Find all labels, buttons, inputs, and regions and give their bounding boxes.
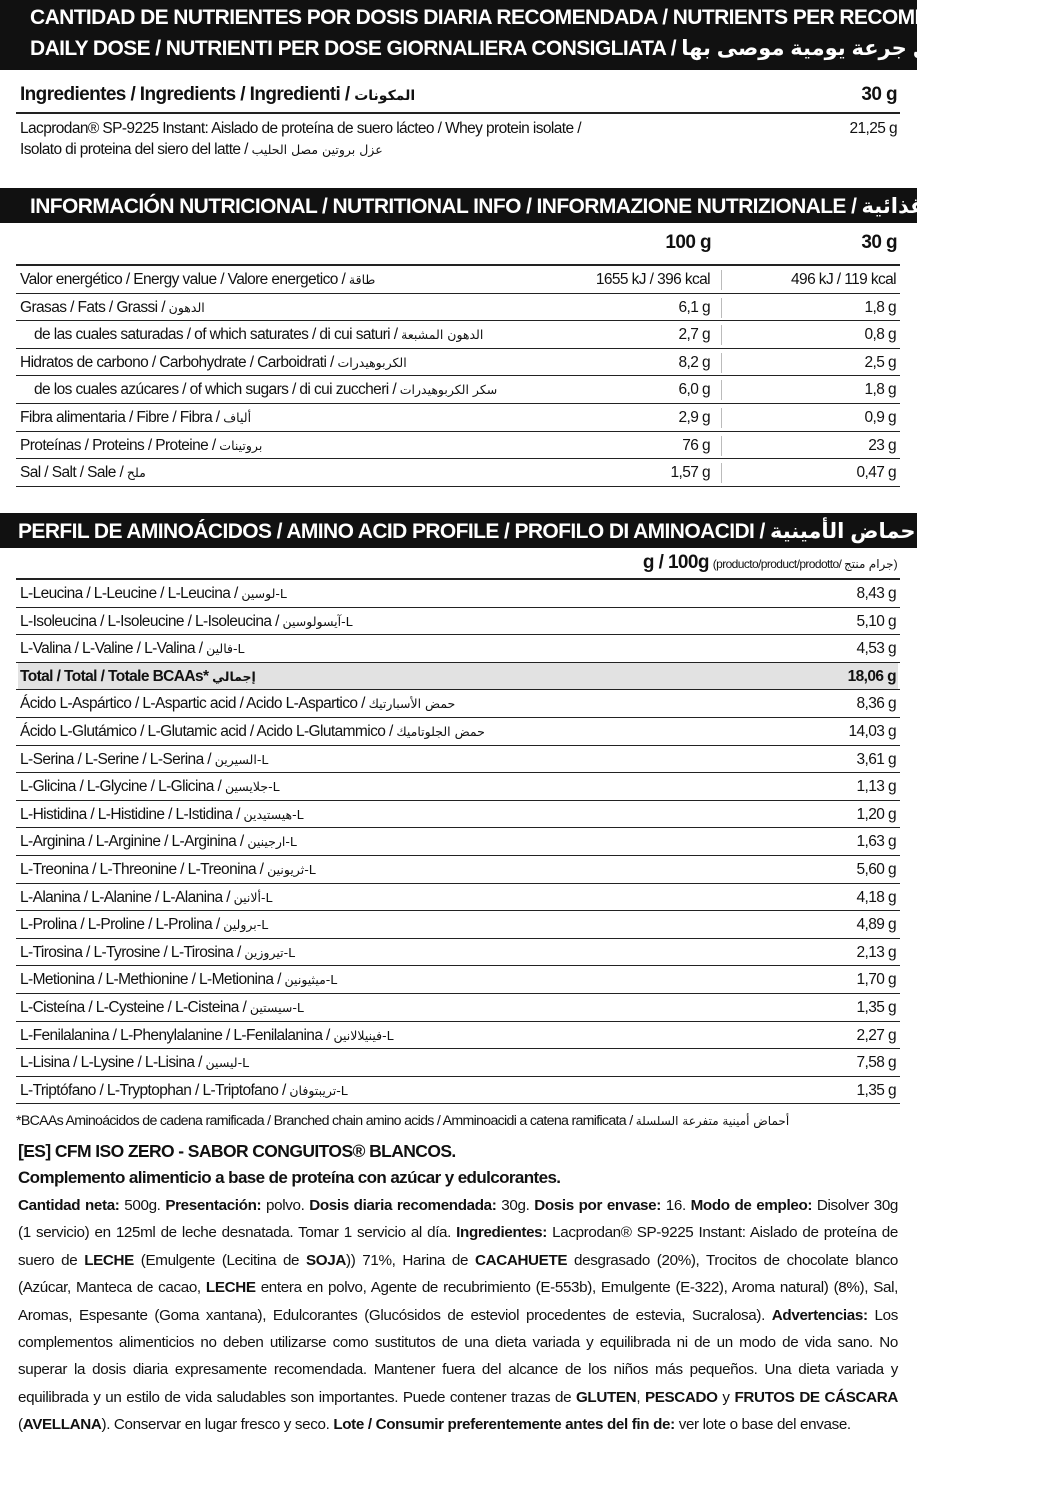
amino-row-label-text: L-Histidina / L-Histidine / L-Istidina / bbox=[20, 805, 244, 823]
product-text: Lacprodan® SP-9225 Instant: Aislado de proteína de suero de bbox=[18, 1224, 898, 1269]
column-divider bbox=[721, 408, 722, 428]
amino-row-label-text: L-Cisteína / L-Cysteine / L-Cisteina / bbox=[20, 999, 250, 1016]
amino-row-label bbox=[20, 695, 455, 713]
ingredients-header-value: 30 g bbox=[861, 84, 897, 105]
amino-row-label-text: Total / Total / Totale BCAAs* bbox=[20, 667, 213, 685]
amino-row-value: 1,63 g bbox=[856, 833, 896, 851]
product-text-bold: LECHE bbox=[205, 1279, 256, 1297]
nutrition-row-value-30g: 0,47 g bbox=[856, 464, 896, 482]
amino-row-label-ar: هيستيدين-L bbox=[243, 806, 304, 822]
amino-row-label bbox=[20, 971, 337, 989]
amino-row-label-text: L-Tirosina / L-Tyrosine / L-Tirosina / bbox=[20, 943, 245, 961]
nutrition-row-value-100g: 1,57 g bbox=[670, 464, 710, 482]
nutrition-row-value-30g: 23 g bbox=[868, 436, 896, 454]
column-divider bbox=[721, 353, 722, 373]
nutrition-row bbox=[18, 404, 898, 431]
nutrition-row-label-ar: سكر الكربوهيدرات bbox=[399, 382, 498, 398]
amino-row-label-ar: ألانين-L bbox=[233, 889, 273, 905]
nutrition-row-value-100g: 8,2 g bbox=[678, 353, 710, 371]
amino-row bbox=[18, 1022, 898, 1049]
amino-row-value: 5,60 g bbox=[856, 861, 896, 878]
product-text-bold: SOJA bbox=[306, 1251, 346, 1269]
product-text-bold: CACAHUETE bbox=[474, 1251, 568, 1269]
nutrition-row-label bbox=[34, 381, 497, 399]
nutrition-row-label-ar: ملح bbox=[126, 465, 146, 481]
amino-row-total bbox=[18, 663, 898, 690]
product-text-bold: FRUTOS DE CÁSCARA bbox=[734, 1388, 898, 1406]
amino-row-label-ar: ثريونين-L bbox=[267, 862, 316, 877]
amino-row-label-ar: سيستين-L bbox=[249, 1000, 304, 1015]
nutrition-row-label bbox=[20, 271, 375, 289]
amino-row-label-ar: إجمالي bbox=[212, 668, 256, 684]
column-divider bbox=[721, 380, 722, 400]
nutrition-row bbox=[18, 432, 898, 459]
nutrition-row-label-text: Grasas / Fats / Grassi / bbox=[20, 298, 169, 316]
nutrition-row-value-30g: 2,5 g bbox=[864, 353, 896, 371]
product-text-bold: Dosis por envase: bbox=[534, 1197, 661, 1214]
amino-row-value: 14,03 g bbox=[848, 723, 896, 740]
amino-row-label-ar: فالين-L bbox=[206, 641, 245, 657]
product-text-bold: LECHE bbox=[84, 1251, 134, 1269]
amino-row-label bbox=[20, 1027, 394, 1045]
amino-row-label-ar: فينيلالانين-L bbox=[333, 1027, 394, 1043]
amino-row-value: 1,35 g bbox=[856, 999, 896, 1016]
product-text-bold: Dosis diaria recomendada: bbox=[309, 1197, 497, 1214]
product-text-bold: AVELLANA bbox=[22, 1416, 102, 1434]
amino-row-value: 4,18 g bbox=[856, 888, 896, 906]
product-text: ver lote o base del envase. bbox=[674, 1416, 851, 1434]
amino-row-value: 1,13 g bbox=[856, 778, 896, 796]
column-divider bbox=[721, 298, 722, 318]
ingredients-header-label: Ingredientes / Ingredients / Ingredienti / bbox=[20, 84, 355, 105]
bcaa-footnote-ar: أحماض أمينية متفرعة السلسلة bbox=[635, 1114, 790, 1128]
ingredients-item-line1: Lacprodan® SP-9225 Instant: Aislado de proteína de suero lácteo / Whey protein isolate / bbox=[20, 120, 581, 137]
column-divider bbox=[721, 270, 722, 290]
amino-row-label-ar: برولين-L bbox=[223, 917, 269, 933]
dose-header-bar bbox=[0, 0, 1048, 70]
nutrition-row-label bbox=[20, 464, 146, 482]
nutrition-title-bar bbox=[0, 188, 1019, 223]
nutrition-row-value-100g: 76 g bbox=[682, 436, 710, 454]
product-text: )) 71%, Harina de bbox=[346, 1251, 475, 1269]
amino-row-label-text: L-Fenilalanina / L-Phenylalanine / L-Fenilalanina / bbox=[20, 1026, 334, 1044]
amino-row-value: 4,89 g bbox=[856, 916, 896, 934]
amino-row-label bbox=[20, 613, 353, 631]
nutrition-row-label-ar: ألياف bbox=[223, 410, 252, 425]
column-divider bbox=[721, 325, 722, 345]
product-text: Los complementos alimenticios no deben utilizarse como sustitutos de una dieta variada y equilibrada ni de un modo de vida sano. No superar la dosis diaria expresamente recomendada. Mantener fuera del alcance de los niños más pequeños. Una dieta variada y equilibrada y un estilo de vida saludables son importantes. Puede contener trazas de bbox=[18, 1306, 898, 1406]
amino-row-label bbox=[20, 833, 297, 851]
product-text-bold: Modo de empleo: bbox=[690, 1197, 813, 1214]
amino-row-value: 8,36 g bbox=[856, 695, 896, 713]
ingredients-item bbox=[20, 118, 581, 160]
amino-row-label-text: L-Isoleucina / L-Isoleucine / L-Isoleucina / bbox=[20, 612, 283, 630]
product-text-bold: PESCADO bbox=[644, 1388, 718, 1406]
amino-row-label bbox=[20, 778, 280, 796]
amino-row-label-text: L-Valina / L-Valine / L-Valina / bbox=[20, 640, 207, 658]
amino-row-label-text: L-Serina / L-Serine / L-Serina / bbox=[20, 750, 215, 768]
nutrition-row-value-100g: 2,9 g bbox=[678, 409, 710, 426]
amino-row-value: 8,43 g bbox=[856, 585, 896, 602]
amino-row bbox=[18, 801, 898, 828]
nutrition-row bbox=[18, 321, 898, 348]
amino-row-label-text: L-Triptófano / L-Tryptophan / L-Triptofano / bbox=[20, 1081, 290, 1099]
amino-row-label bbox=[20, 640, 245, 658]
product-text-bold: Presentación: bbox=[165, 1197, 262, 1214]
bcaa-footnote bbox=[16, 1113, 789, 1129]
product-text: entera en polvo, Agente de recubrimiento (E-553b), Emulgente (E-322), Aroma natural) (8%), Sal, Aromas, Espesante (Goma xantana), Edulcorantes (Glucósidos de esteviol procedentes de estevia, Sucralosa). bbox=[18, 1279, 898, 1324]
amino-row bbox=[18, 939, 898, 966]
product-text-bold: Ingredientes: bbox=[456, 1224, 547, 1242]
nutrition-row-value-30g: 1,8 g bbox=[864, 381, 896, 399]
amino-row-value: 5,10 g bbox=[856, 612, 896, 630]
amino-row-label-text: L-Glicina / L-Glycine / L-Glicina / bbox=[20, 778, 225, 796]
nutrition-row-label-ar: الدهون bbox=[168, 299, 205, 315]
nutrition-row bbox=[18, 294, 898, 321]
nutrition-row-label-text: Sal / Salt / Sale / bbox=[20, 464, 127, 482]
amino-row-label-text: L-Arginina / L-Arginine / L-Arginina / bbox=[20, 833, 248, 851]
nutrition-row-label bbox=[20, 437, 262, 455]
amino-row bbox=[18, 828, 898, 855]
amino-row-label-ar: السيرين-L bbox=[214, 751, 269, 767]
nutrition-row-label-ar: طاقة bbox=[348, 272, 376, 287]
amino-row bbox=[18, 1077, 898, 1104]
nutrition-row-value-30g: 1,8 g bbox=[864, 298, 896, 316]
nutrition-row-label-text: de los cuales azúcares / of which sugars / di cui zuccheri / bbox=[34, 381, 400, 399]
amino-row-label-text: L-Prolina / L-Proline / L-Prolina / bbox=[20, 916, 224, 934]
nutrition-row-value-30g: 0,8 g bbox=[864, 326, 896, 344]
nutrition-title: INFORMACIÓN NUTRICIONAL / NUTRITIONAL INFO / INFORMAZIONE NUTRIZIONALE / معلومات غذائية bbox=[30, 195, 1019, 218]
nutrition-row-label-ar: الدهون المشبعة bbox=[401, 327, 484, 343]
amino-row-value: 7,58 g bbox=[856, 1054, 896, 1072]
amino-row-label-ar: حمض الأسبارتيك bbox=[368, 696, 456, 712]
amino-title-bar bbox=[0, 513, 1062, 548]
product-text-bold: Advertencias: bbox=[771, 1306, 868, 1324]
amino-row bbox=[18, 690, 898, 717]
amino-row-label-ar: حمض الجلوتاميك bbox=[396, 724, 485, 739]
product-text: polvo. bbox=[261, 1197, 310, 1214]
amino-row-label-text: L-Lisina / L-Lysine / L-Lisina / bbox=[20, 1054, 206, 1072]
nutrition-row-value-100g: 6,1 g bbox=[678, 298, 710, 316]
amino-row-label-ar: ليسين-L bbox=[205, 1055, 250, 1071]
row-divider bbox=[16, 486, 900, 487]
nutrition-row-label-text: de las cuales saturadas / of which saturates / di cui saturi / bbox=[34, 326, 402, 344]
amino-row-label bbox=[20, 1082, 348, 1100]
product-text: 16. bbox=[660, 1197, 691, 1214]
amino-row-label-ar: تريبتوفان-L bbox=[289, 1082, 348, 1098]
amino-row-label bbox=[20, 1054, 249, 1072]
amino-row bbox=[18, 580, 898, 607]
nutrition-row-value-100g: 1655 kJ / 396 kcal bbox=[595, 271, 710, 288]
amino-unit bbox=[643, 552, 897, 574]
product-text-bold: GLUTEN bbox=[575, 1388, 637, 1406]
nutrition-row-label bbox=[20, 409, 251, 427]
nutrition-row-label-text: Proteínas / Proteins / Proteine / bbox=[20, 436, 220, 454]
amino-row-label-text: Ácido L-Glutámico / L-Glutamic acid / Acido L-Glutammico / bbox=[20, 723, 397, 740]
column-divider bbox=[721, 463, 722, 483]
amino-row-label-ar: ارجينين-L bbox=[247, 834, 297, 850]
amino-row-value: 3,61 g bbox=[856, 750, 896, 768]
amino-row-label-ar: تيروزين-L bbox=[244, 944, 296, 960]
nutrition-row bbox=[18, 459, 898, 486]
amino-row-label bbox=[20, 861, 316, 879]
nutrition-row-value-30g: 0,9 g bbox=[864, 409, 896, 426]
column-divider bbox=[721, 436, 722, 456]
nutrition-row-label-text: Fibra alimentaria / Fibre / Fibra / bbox=[20, 409, 224, 426]
amino-row-label bbox=[20, 585, 287, 603]
amino-row bbox=[18, 1049, 898, 1076]
amino-unit-sub: (producto/product/prodotto/ جرام منتج) bbox=[712, 557, 897, 571]
amino-row bbox=[18, 718, 898, 745]
amino-row-label-text: L-Metionina / L-Methionine / L-Metionina / bbox=[20, 971, 285, 989]
nutrition-row-label-text: Valor energético / Energy value / Valore energetico / bbox=[20, 271, 349, 288]
product-title: [ES] CFM ISO ZERO - SABOR CONGUITOS® BLANCOS. bbox=[18, 1141, 456, 1161]
ingredients-item-line2-ar: عزل بروتين مصل الحليب bbox=[251, 142, 383, 157]
amino-row-label-text: Ácido L-Aspártico / L-Aspartic acid / Acido L-Aspartico / bbox=[20, 695, 369, 713]
amino-row-label-ar: لوسين-L bbox=[241, 586, 287, 601]
product-text: 30g. bbox=[496, 1197, 535, 1214]
ingredients-rule bbox=[16, 112, 900, 114]
amino-row-label-text: L-Leucina / L-Leucine / L-Leucina / bbox=[20, 585, 242, 602]
amino-row-label bbox=[20, 751, 268, 769]
ingredients-header-label-ar: المكونات bbox=[354, 88, 416, 104]
amino-row-label-text: L-Treonina / L-Threonine / L-Treonina / bbox=[20, 861, 268, 878]
amino-row-label-ar: آيسولوسين-L bbox=[282, 613, 353, 629]
nutrition-row-value-100g: 2,7 g bbox=[678, 326, 710, 344]
product-subtitle: Complemento alimenticio a base de proteína con azúcar y edulcorantes. bbox=[18, 1168, 561, 1187]
amino-row-label-ar: جلايسين-L bbox=[224, 779, 280, 795]
amino-row-label-ar: ميثيونين-L bbox=[284, 972, 338, 988]
product-text: Disolver 30g (1 servicio) en 125ml de leche desnatada. Tomar 1 servicio al día. bbox=[18, 1197, 899, 1242]
amino-row bbox=[18, 856, 898, 883]
dose-header-line2: DAILY DOSE / NUTRIENTI PER DOSE GIORNALIERA CONSIGLIATA / المغذيات لكل جرعة يومية موصى بها bbox=[30, 37, 1048, 60]
amino-row-label bbox=[20, 944, 295, 962]
nutrition-col-30g: 30 g bbox=[861, 232, 897, 253]
amino-row-value: 4,53 g bbox=[856, 640, 896, 658]
dose-header-line1: CANTIDAD DE NUTRIENTES POR DOSIS DIARIA RECOMENDADA / NUTRIENTS PER RECOMMENDED bbox=[30, 6, 1002, 29]
nutrition-row-label bbox=[20, 299, 205, 317]
product-text: 500g. bbox=[119, 1197, 166, 1214]
nutrition-row-label bbox=[34, 326, 483, 344]
amino-unit-main: g / 100g bbox=[642, 552, 709, 573]
nutrition-row-value-30g: 496 kJ / 119 kcal bbox=[791, 271, 896, 288]
product-text: desgrasado (20%), Trocitos de chocolate blanco (Azúcar, Manteca de cacao, bbox=[18, 1251, 898, 1297]
product-text: (Emulgente (Lecitina de bbox=[133, 1251, 307, 1269]
nutrition-col-100g: 100 g bbox=[665, 232, 711, 253]
nutrition-row-value-100g: 6,0 g bbox=[678, 381, 710, 399]
product-text: y bbox=[717, 1388, 735, 1406]
amino-row-label-text: L-Alanina / L-Alanine / L-Alanina / bbox=[20, 888, 234, 906]
nutrition-row-label-text: Hidratos de carbono / Carbohydrate / Carboidrati / bbox=[20, 353, 338, 371]
amino-row-label bbox=[20, 723, 485, 741]
ingredients-header bbox=[20, 84, 415, 106]
amino-row bbox=[18, 635, 898, 662]
amino-row bbox=[18, 966, 898, 993]
amino-row-value: 1,35 g bbox=[856, 1081, 896, 1099]
amino-title: PERFIL DE AMINOÁCIDOS / AMINO ACID PROFILE / PROFILO DI AMINOACIDI / ملف تعريف الأحماض الأمينية bbox=[18, 520, 1062, 543]
product-text: ). Conservar en lugar fresco y seco. bbox=[101, 1416, 334, 1434]
product-text-bold: Lote / Consumir preferentemente antes del fin de: bbox=[333, 1416, 675, 1434]
amino-row-label bbox=[20, 889, 272, 907]
product-text-bold: Cantidad neta: bbox=[18, 1197, 120, 1214]
row-divider bbox=[16, 1103, 900, 1104]
nutrition-row bbox=[18, 376, 898, 403]
amino-row-value: 2,27 g bbox=[856, 1026, 896, 1044]
product-description bbox=[18, 1192, 898, 1439]
ingredients-item-value: 21,25 g bbox=[849, 120, 897, 137]
amino-row-value: 18,06 g bbox=[847, 667, 896, 685]
nutrition-row bbox=[18, 349, 898, 376]
amino-row-label bbox=[20, 806, 304, 824]
amino-row-value: 1,20 g bbox=[856, 805, 896, 823]
amino-row bbox=[18, 746, 898, 773]
nutrition-row-label-ar: بروتينات bbox=[219, 437, 263, 453]
amino-row-value: 1,70 g bbox=[856, 971, 896, 989]
ingredients-item-line2: Isolato di proteina del siero del latte / bbox=[20, 141, 252, 158]
nutrition-row-label bbox=[20, 354, 407, 372]
amino-row bbox=[18, 911, 898, 938]
bcaa-footnote-text: *BCAAs Aminoácidos de cadena ramificada / Branched chain amino acids / Amminoacidi a catena ramificata / bbox=[16, 1113, 636, 1129]
amino-row bbox=[18, 884, 898, 911]
amino-row bbox=[18, 994, 898, 1021]
amino-row-label bbox=[20, 916, 268, 934]
product-text: ( bbox=[18, 1416, 23, 1434]
nutrition-row bbox=[18, 266, 898, 293]
product-text: , bbox=[636, 1388, 645, 1406]
amino-row bbox=[18, 608, 898, 635]
nutrition-row-label-ar: الكربوهيدرات bbox=[337, 354, 407, 370]
amino-row-label bbox=[20, 999, 304, 1017]
amino-row-label bbox=[20, 668, 256, 686]
amino-row bbox=[18, 773, 898, 800]
amino-row-value: 2,13 g bbox=[856, 943, 896, 961]
